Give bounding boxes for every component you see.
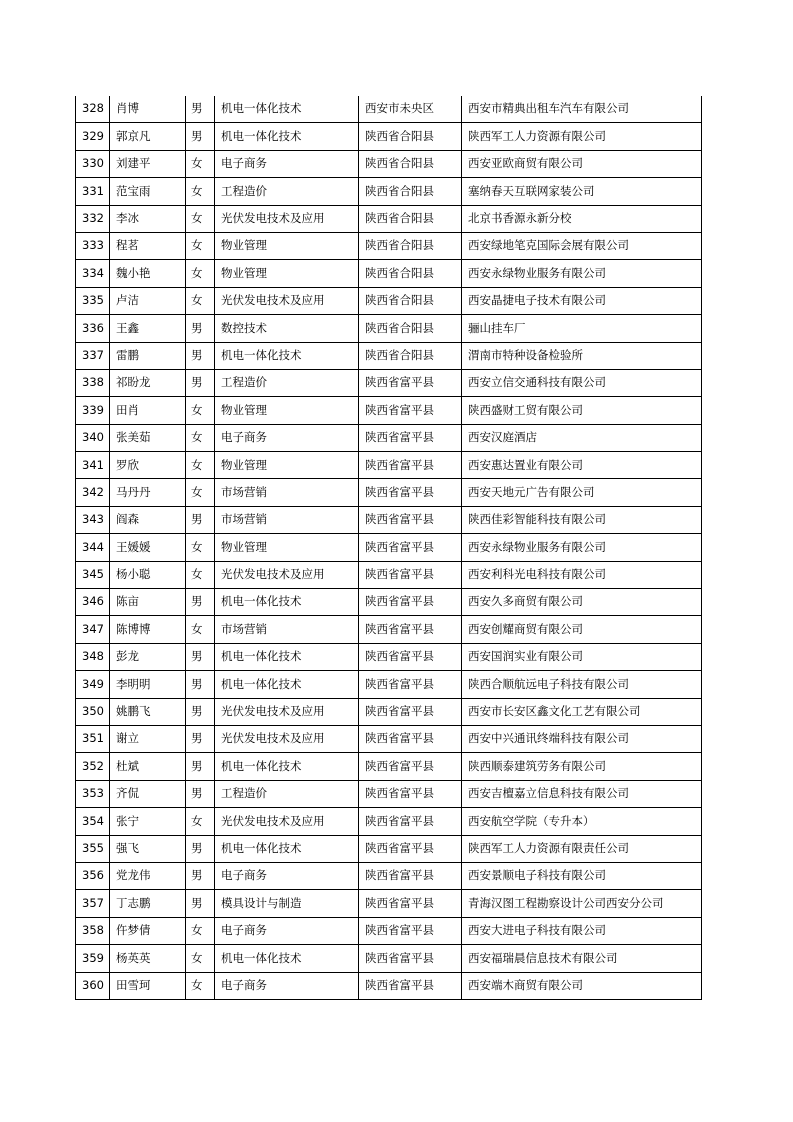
major-cell: 光伏发电技术及应用: [215, 808, 359, 835]
name-cell: 马丹丹: [110, 479, 186, 506]
employer-cell: 陕西军工人力资源有限公司: [462, 123, 702, 150]
name-cell: 田雪珂: [110, 972, 186, 999]
row-number-cell: 337: [76, 342, 110, 369]
row-number-cell: 351: [76, 725, 110, 752]
employer-cell: 骊山挂车厂: [462, 315, 702, 342]
gender-cell: 男: [186, 369, 215, 396]
name-cell: 陈亩: [110, 589, 186, 616]
origin-cell: 陕西省富平县: [359, 671, 462, 698]
gender-cell: 女: [186, 945, 215, 972]
employer-cell: 西安天地元广告有限公司: [462, 479, 702, 506]
employer-cell: 塞纳春天互联网家装公司: [462, 178, 702, 205]
major-cell: 电子商务: [215, 150, 359, 177]
name-cell: 杨小聪: [110, 561, 186, 588]
graduate-employment-table: [75, 96, 702, 1000]
name-cell: 刘建平: [110, 150, 186, 177]
table-row: [76, 315, 702, 342]
row-number-cell: 335: [76, 287, 110, 314]
origin-cell: 陕西省富平县: [359, 972, 462, 999]
gender-cell: 男: [186, 835, 215, 862]
major-cell: 电子商务: [215, 917, 359, 944]
name-cell: 祁盼龙: [110, 369, 186, 396]
row-number-cell: 360: [76, 972, 110, 999]
table-row: [76, 369, 702, 396]
origin-cell: 陕西省合阳县: [359, 205, 462, 232]
row-number-cell: 357: [76, 890, 110, 917]
major-cell: 市场营销: [215, 616, 359, 643]
origin-cell: 陕西省富平县: [359, 835, 462, 862]
major-cell: 模具设计与制造: [215, 890, 359, 917]
origin-cell: 陕西省富平县: [359, 479, 462, 506]
employer-cell: 陕西盛财工贸有限公司: [462, 397, 702, 424]
major-cell: 机电一体化技术: [215, 123, 359, 150]
employer-cell: 陕西佳彩智能科技有限公司: [462, 506, 702, 533]
major-cell: 物业管理: [215, 397, 359, 424]
origin-cell: 陕西省合阳县: [359, 150, 462, 177]
row-number-cell: 353: [76, 780, 110, 807]
gender-cell: 女: [186, 561, 215, 588]
major-cell: 电子商务: [215, 424, 359, 451]
gender-cell: 男: [186, 342, 215, 369]
major-cell: 光伏发电技术及应用: [215, 287, 359, 314]
major-cell: 工程造价: [215, 369, 359, 396]
major-cell: 机电一体化技术: [215, 643, 359, 670]
row-number-cell: 347: [76, 616, 110, 643]
major-cell: 电子商务: [215, 972, 359, 999]
major-cell: 物业管理: [215, 452, 359, 479]
origin-cell: 陕西省富平县: [359, 534, 462, 561]
table-row: [76, 753, 702, 780]
origin-cell: 陕西省合阳县: [359, 123, 462, 150]
gender-cell: 女: [186, 178, 215, 205]
origin-cell: 陕西省富平县: [359, 616, 462, 643]
major-cell: 电子商务: [215, 862, 359, 889]
employer-cell: 西安景顺电子科技有限公司: [462, 862, 702, 889]
employer-cell: 西安创耀商贸有限公司: [462, 616, 702, 643]
row-number-cell: 352: [76, 753, 110, 780]
employer-cell: 西安市精典出租车汽车有限公司: [462, 96, 702, 123]
table-row: [76, 945, 702, 972]
origin-cell: 陕西省富平县: [359, 890, 462, 917]
table-row: [76, 616, 702, 643]
gender-cell: 女: [186, 260, 215, 287]
origin-cell: 西安市未央区: [359, 96, 462, 123]
name-cell: 魏小艳: [110, 260, 186, 287]
gender-cell: 女: [186, 205, 215, 232]
row-number-cell: 346: [76, 589, 110, 616]
origin-cell: 陕西省合阳县: [359, 178, 462, 205]
gender-cell: 女: [186, 232, 215, 259]
origin-cell: 陕西省富平县: [359, 753, 462, 780]
employer-cell: 西安利科光电科技有限公司: [462, 561, 702, 588]
major-cell: 物业管理: [215, 260, 359, 287]
row-number-cell: 341: [76, 452, 110, 479]
row-number-cell: 339: [76, 397, 110, 424]
table-row: [76, 150, 702, 177]
row-number-cell: 348: [76, 643, 110, 670]
major-cell: 物业管理: [215, 232, 359, 259]
origin-cell: 陕西省合阳县: [359, 342, 462, 369]
table-row: [76, 972, 702, 999]
gender-cell: 女: [186, 808, 215, 835]
employer-cell: 北京书香源永新分校: [462, 205, 702, 232]
name-cell: 李明明: [110, 671, 186, 698]
table-row: [76, 643, 702, 670]
origin-cell: 陕西省富平县: [359, 506, 462, 533]
name-cell: 姚鹏飞: [110, 698, 186, 725]
table-row: [76, 96, 702, 123]
employer-cell: 西安惠达置业有限公司: [462, 452, 702, 479]
employer-cell: 渭南市特种设备检验所: [462, 342, 702, 369]
row-number-cell: 340: [76, 424, 110, 451]
table-row: [76, 917, 702, 944]
name-cell: 党龙伟: [110, 862, 186, 889]
origin-cell: 陕西省富平县: [359, 452, 462, 479]
row-number-cell: 354: [76, 808, 110, 835]
major-cell: 光伏发电技术及应用: [215, 561, 359, 588]
row-number-cell: 338: [76, 369, 110, 396]
name-cell: 肖博: [110, 96, 186, 123]
table-row: [76, 890, 702, 917]
table-row: [76, 698, 702, 725]
major-cell: 市场营销: [215, 506, 359, 533]
gender-cell: 男: [186, 506, 215, 533]
gender-cell: 女: [186, 424, 215, 451]
major-cell: 物业管理: [215, 534, 359, 561]
employer-cell: 陕西军工人力资源有限责任公司: [462, 835, 702, 862]
name-cell: 阎森: [110, 506, 186, 533]
row-number-cell: 344: [76, 534, 110, 561]
employer-cell: 西安吉檀嘉立信息科技有限公司: [462, 780, 702, 807]
row-number-cell: 336: [76, 315, 110, 342]
gender-cell: 男: [186, 643, 215, 670]
table-row: [76, 260, 702, 287]
gender-cell: 男: [186, 780, 215, 807]
name-cell: 杨英英: [110, 945, 186, 972]
gender-cell: 女: [186, 917, 215, 944]
major-cell: 工程造价: [215, 178, 359, 205]
table-row: [76, 287, 702, 314]
employer-cell: 西安市长安区鑫文化工艺有限公司: [462, 698, 702, 725]
origin-cell: 陕西省合阳县: [359, 232, 462, 259]
employer-cell: 西安永绿物业服务有限公司: [462, 534, 702, 561]
origin-cell: 陕西省富平县: [359, 780, 462, 807]
origin-cell: 陕西省富平县: [359, 808, 462, 835]
table-row: [76, 534, 702, 561]
row-number-cell: 343: [76, 506, 110, 533]
origin-cell: 陕西省富平县: [359, 698, 462, 725]
table-row: [76, 506, 702, 533]
origin-cell: 陕西省富平县: [359, 643, 462, 670]
gender-cell: 女: [186, 479, 215, 506]
major-cell: 机电一体化技术: [215, 945, 359, 972]
major-cell: 市场营销: [215, 479, 359, 506]
row-number-cell: 332: [76, 205, 110, 232]
name-cell: 李冰: [110, 205, 186, 232]
employer-cell: 西安端木商贸有限公司: [462, 972, 702, 999]
gender-cell: 女: [186, 972, 215, 999]
major-cell: 机电一体化技术: [215, 342, 359, 369]
name-cell: 强飞: [110, 835, 186, 862]
name-cell: 范宝雨: [110, 178, 186, 205]
employer-cell: 西安国润实业有限公司: [462, 643, 702, 670]
origin-cell: 陕西省富平县: [359, 589, 462, 616]
table-row: [76, 561, 702, 588]
row-number-cell: 350: [76, 698, 110, 725]
table-row: [76, 808, 702, 835]
gender-cell: 男: [186, 123, 215, 150]
origin-cell: 陕西省富平县: [359, 397, 462, 424]
gender-cell: 男: [186, 671, 215, 698]
gender-cell: 男: [186, 96, 215, 123]
name-cell: 陈博博: [110, 616, 186, 643]
major-cell: 光伏发电技术及应用: [215, 205, 359, 232]
major-cell: 机电一体化技术: [215, 589, 359, 616]
gender-cell: 女: [186, 616, 215, 643]
table-row: [76, 123, 702, 150]
gender-cell: 男: [186, 698, 215, 725]
employer-cell: 陕西合顺航远电子科技有限公司: [462, 671, 702, 698]
gender-cell: 男: [186, 890, 215, 917]
row-number-cell: 355: [76, 835, 110, 862]
gender-cell: 女: [186, 287, 215, 314]
major-cell: 机电一体化技术: [215, 671, 359, 698]
origin-cell: 陕西省富平县: [359, 561, 462, 588]
row-number-cell: 359: [76, 945, 110, 972]
major-cell: 机电一体化技术: [215, 753, 359, 780]
name-cell: 杜斌: [110, 753, 186, 780]
gender-cell: 女: [186, 534, 215, 561]
employer-cell: 青海汉图工程勘察设计公司西安分公司: [462, 890, 702, 917]
table-row: [76, 178, 702, 205]
major-cell: 工程造价: [215, 780, 359, 807]
major-cell: 数控技术: [215, 315, 359, 342]
name-cell: 卢洁: [110, 287, 186, 314]
name-cell: 王鑫: [110, 315, 186, 342]
name-cell: 郭京凡: [110, 123, 186, 150]
name-cell: 仵梦倩: [110, 917, 186, 944]
name-cell: 王媛媛: [110, 534, 186, 561]
employer-cell: 西安晶捷电子技术有限公司: [462, 287, 702, 314]
table-row: [76, 862, 702, 889]
name-cell: 齐侃: [110, 780, 186, 807]
origin-cell: 陕西省富平县: [359, 862, 462, 889]
employer-cell: 西安航空学院（专升本）: [462, 808, 702, 835]
major-cell: 光伏发电技术及应用: [215, 698, 359, 725]
origin-cell: 陕西省富平县: [359, 945, 462, 972]
gender-cell: 男: [186, 315, 215, 342]
table-row: [76, 232, 702, 259]
name-cell: 雷鹏: [110, 342, 186, 369]
origin-cell: 陕西省富平县: [359, 369, 462, 396]
row-number-cell: 349: [76, 671, 110, 698]
origin-cell: 陕西省合阳县: [359, 260, 462, 287]
gender-cell: 男: [186, 589, 215, 616]
table-row: [76, 397, 702, 424]
gender-cell: 女: [186, 397, 215, 424]
table-row: [76, 479, 702, 506]
name-cell: 田肖: [110, 397, 186, 424]
name-cell: 张美茹: [110, 424, 186, 451]
gender-cell: 男: [186, 753, 215, 780]
employer-cell: 西安久多商贸有限公司: [462, 589, 702, 616]
origin-cell: 陕西省富平县: [359, 725, 462, 752]
table-row: [76, 835, 702, 862]
major-cell: 机电一体化技术: [215, 96, 359, 123]
name-cell: 丁志鹏: [110, 890, 186, 917]
row-number-cell: 331: [76, 178, 110, 205]
employer-cell: 西安福瑞晨信息技术有限公司: [462, 945, 702, 972]
table-row: [76, 725, 702, 752]
gender-cell: 女: [186, 150, 215, 177]
table-row: [76, 424, 702, 451]
row-number-cell: 333: [76, 232, 110, 259]
row-number-cell: 345: [76, 561, 110, 588]
employer-cell: 西安亚欧商贸有限公司: [462, 150, 702, 177]
employer-cell: 西安汉庭酒店: [462, 424, 702, 451]
employer-cell: 西安绿地笔克国际会展有限公司: [462, 232, 702, 259]
gender-cell: 男: [186, 862, 215, 889]
employer-cell: 陕西顺泰建筑劳务有限公司: [462, 753, 702, 780]
gender-cell: 女: [186, 452, 215, 479]
row-number-cell: 334: [76, 260, 110, 287]
row-number-cell: 356: [76, 862, 110, 889]
table-row: [76, 205, 702, 232]
table-row: [76, 780, 702, 807]
name-cell: 程茗: [110, 232, 186, 259]
table-row: [76, 589, 702, 616]
employer-cell: 西安永绿物业服务有限公司: [462, 260, 702, 287]
major-cell: 机电一体化技术: [215, 835, 359, 862]
table-row: [76, 671, 702, 698]
row-number-cell: 330: [76, 150, 110, 177]
row-number-cell: 342: [76, 479, 110, 506]
origin-cell: 陕西省富平县: [359, 917, 462, 944]
table-body: [76, 96, 702, 999]
gender-cell: 男: [186, 725, 215, 752]
name-cell: 罗欣: [110, 452, 186, 479]
name-cell: 张宁: [110, 808, 186, 835]
row-number-cell: 328: [76, 96, 110, 123]
employer-cell: 西安中兴通讯终端科技有限公司: [462, 725, 702, 752]
name-cell: 谢立: [110, 725, 186, 752]
row-number-cell: 329: [76, 123, 110, 150]
table-row: [76, 342, 702, 369]
major-cell: 光伏发电技术及应用: [215, 725, 359, 752]
employer-cell: 西安立信交通科技有限公司: [462, 369, 702, 396]
origin-cell: 陕西省合阳县: [359, 287, 462, 314]
origin-cell: 陕西省合阳县: [359, 315, 462, 342]
row-number-cell: 358: [76, 917, 110, 944]
table-row: [76, 452, 702, 479]
origin-cell: 陕西省富平县: [359, 424, 462, 451]
name-cell: 彭龙: [110, 643, 186, 670]
employer-cell: 西安大进电子科技有限公司: [462, 917, 702, 944]
